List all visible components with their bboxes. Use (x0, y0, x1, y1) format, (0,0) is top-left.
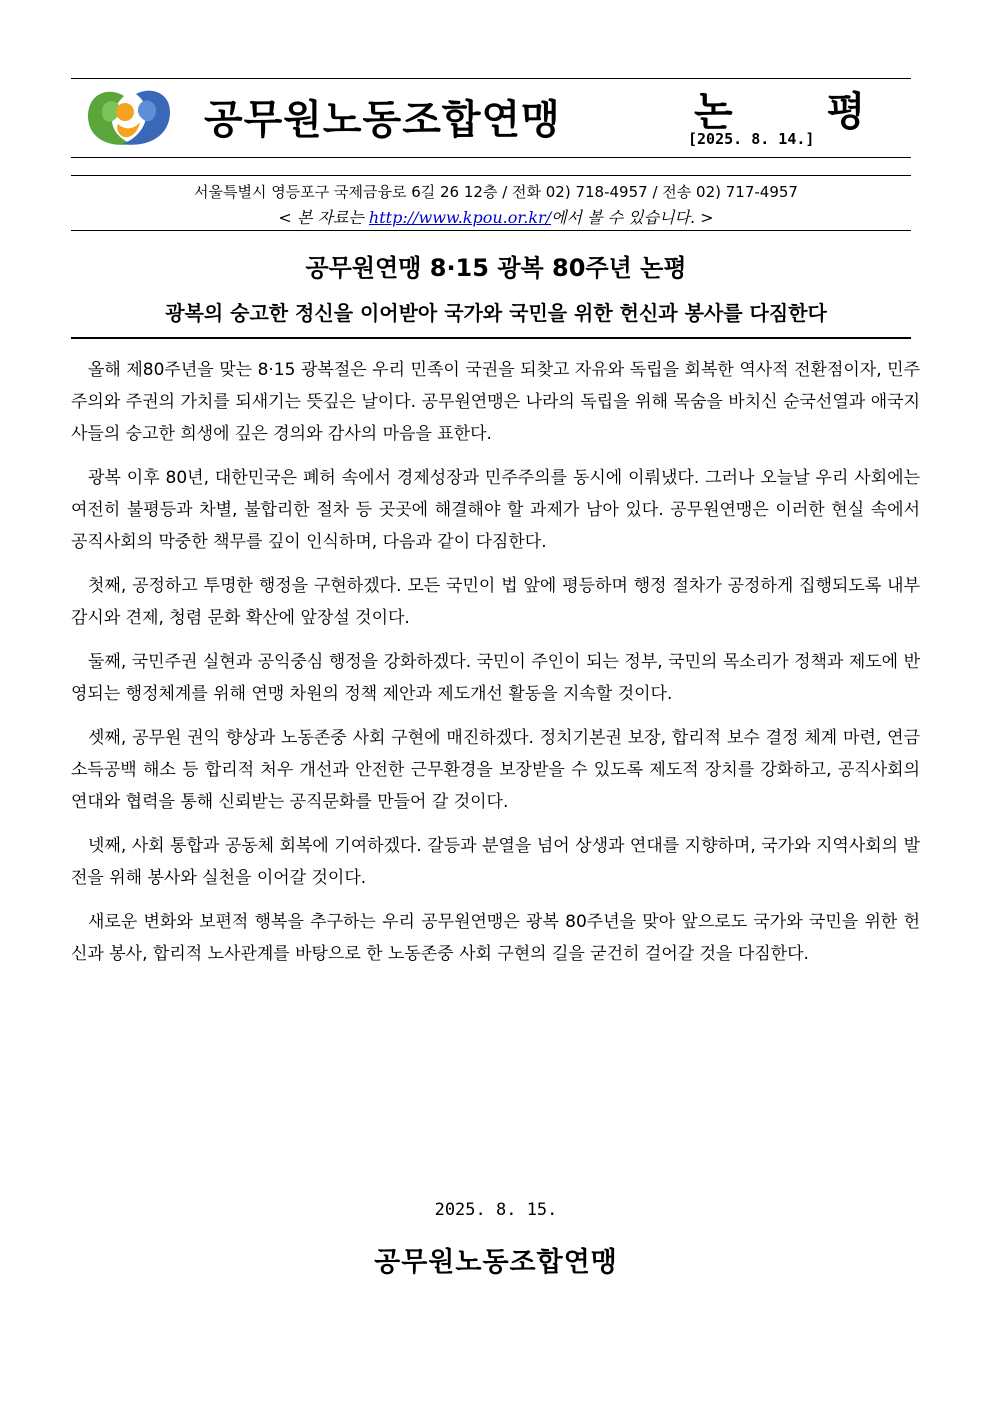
header-bottom-rule (71, 157, 911, 158)
hands-heart-logo-icon (78, 82, 180, 150)
website-notice (0, 205, 992, 228)
document-date: [2025. 8. 14.] (688, 130, 815, 148)
title-underline (71, 337, 911, 339)
paragraph: 광복 이후 80년, 대한민국은 폐허 속에서 경제성장과 민주주의를 동시에 이뤄냈다. 그러나 오늘날 우리 사회에는 여전히 불평등과 차별, 불합리한 절차 등 곳곳에 해결해야 할 과제가 남아 있다. 공무원연맹은 이러한 현실 속에서 공직사회의 막중한 책무를 깊이 인식하며, 다음과 같이 다짐한다. (71, 468, 920, 552)
signature-org: 공무원노동조합연맹 (374, 1247, 618, 1278)
notice-prefix: < 본 자료는 (278, 208, 369, 227)
paragraph: 새로운 변화와 보편적 행복을 추구하는 우리 공무원연맹은 광복 80주년을 맞아 앞으로도 국가와 국민을 위한 헌신과 봉사, 합리적 노사관계를 바탕으로 한 노동존중 사회 구현의 길을 굳건히 걸어갈 것을 다짐한다. (71, 912, 920, 964)
article-title: 공무원연맹 8·15 광복 80주년 논평 (305, 254, 687, 282)
article-subtitle: 광복의 숭고한 정신을 이어받아 국가와 국민을 위한 헌신과 봉사를 다짐한다 (165, 301, 827, 325)
signature-date: 2025. 8. 15. (434, 1200, 558, 1220)
org-title: 공무원노동조합연맹 (204, 97, 561, 143)
paragraph: 첫째, 공정하고 투명한 행정을 구현하겠다. 모든 국민이 법 앞에 평등하며 행정 절차가 공정하게 집행되도록 내부 감시와 견제, 청렴 문화 확산에 앞장설 것이다. (71, 576, 920, 628)
document-type-label: 논 평 (694, 89, 906, 135)
paragraph: 넷째, 사회 통합과 공동체 회복에 기여하겠다. 갈등과 분열을 넘어 상생과 연대를 지향하며, 국가와 지역사회의 발전을 위해 봉사와 실천을 이어갈 것이다. (71, 836, 920, 888)
contact-bottom-rule (71, 230, 911, 231)
article-body (71, 354, 920, 982)
contact-address: 서울특별시 영등포구 국제금융로 6길 26 12층 / 전화 02) 718-4957 / 전송 02) 717-4957 (194, 183, 798, 201)
website-link[interactable]: http://www.kpou.or.kr/ (368, 208, 552, 227)
header-top-rule (71, 78, 911, 79)
paragraph: 올해 제80주년을 맞는 8·15 광복절은 우리 민족이 국권을 되찾고 자유와 독립을 회복한 역사적 전환점이자, 민주주의와 주권의 가치를 되새기는 뜻깊은 날이다. 공무원연맹은 나라의 독립을 위해 목숨을 바치신 순국선열과 애국지사들의 숭고한 희생에 깊은 경의와 감사의 마음을 표한다. (71, 360, 920, 444)
notice-suffix: 에서 볼 수 있습니다. > (551, 208, 714, 227)
contact-top-rule (71, 175, 911, 176)
paragraph: 셋째, 공무원 권익 향상과 노동존중 사회 구현에 매진하겠다. 정치기본권 보장, 합리적 보수 결정 체계 마련, 연금 소득공백 해소 등 합리적 처우 개선과 안전한 근무환경을 보장받을 수 있도록 제도적 장치를 강화하고, 공직사회의 연대와 협력을 통해 신뢰받는 공직문화를 만들어 갈 것이다. (71, 728, 920, 812)
paragraph: 둘째, 국민주권 실현과 공익중심 행정을 강화하겠다. 국민이 주인이 되는 정부, 국민의 목소리가 정책과 제도에 반영되는 행정체계를 위해 연맹 차원의 정책 제안과 제도개선 활동을 지속할 것이다. (71, 652, 920, 704)
